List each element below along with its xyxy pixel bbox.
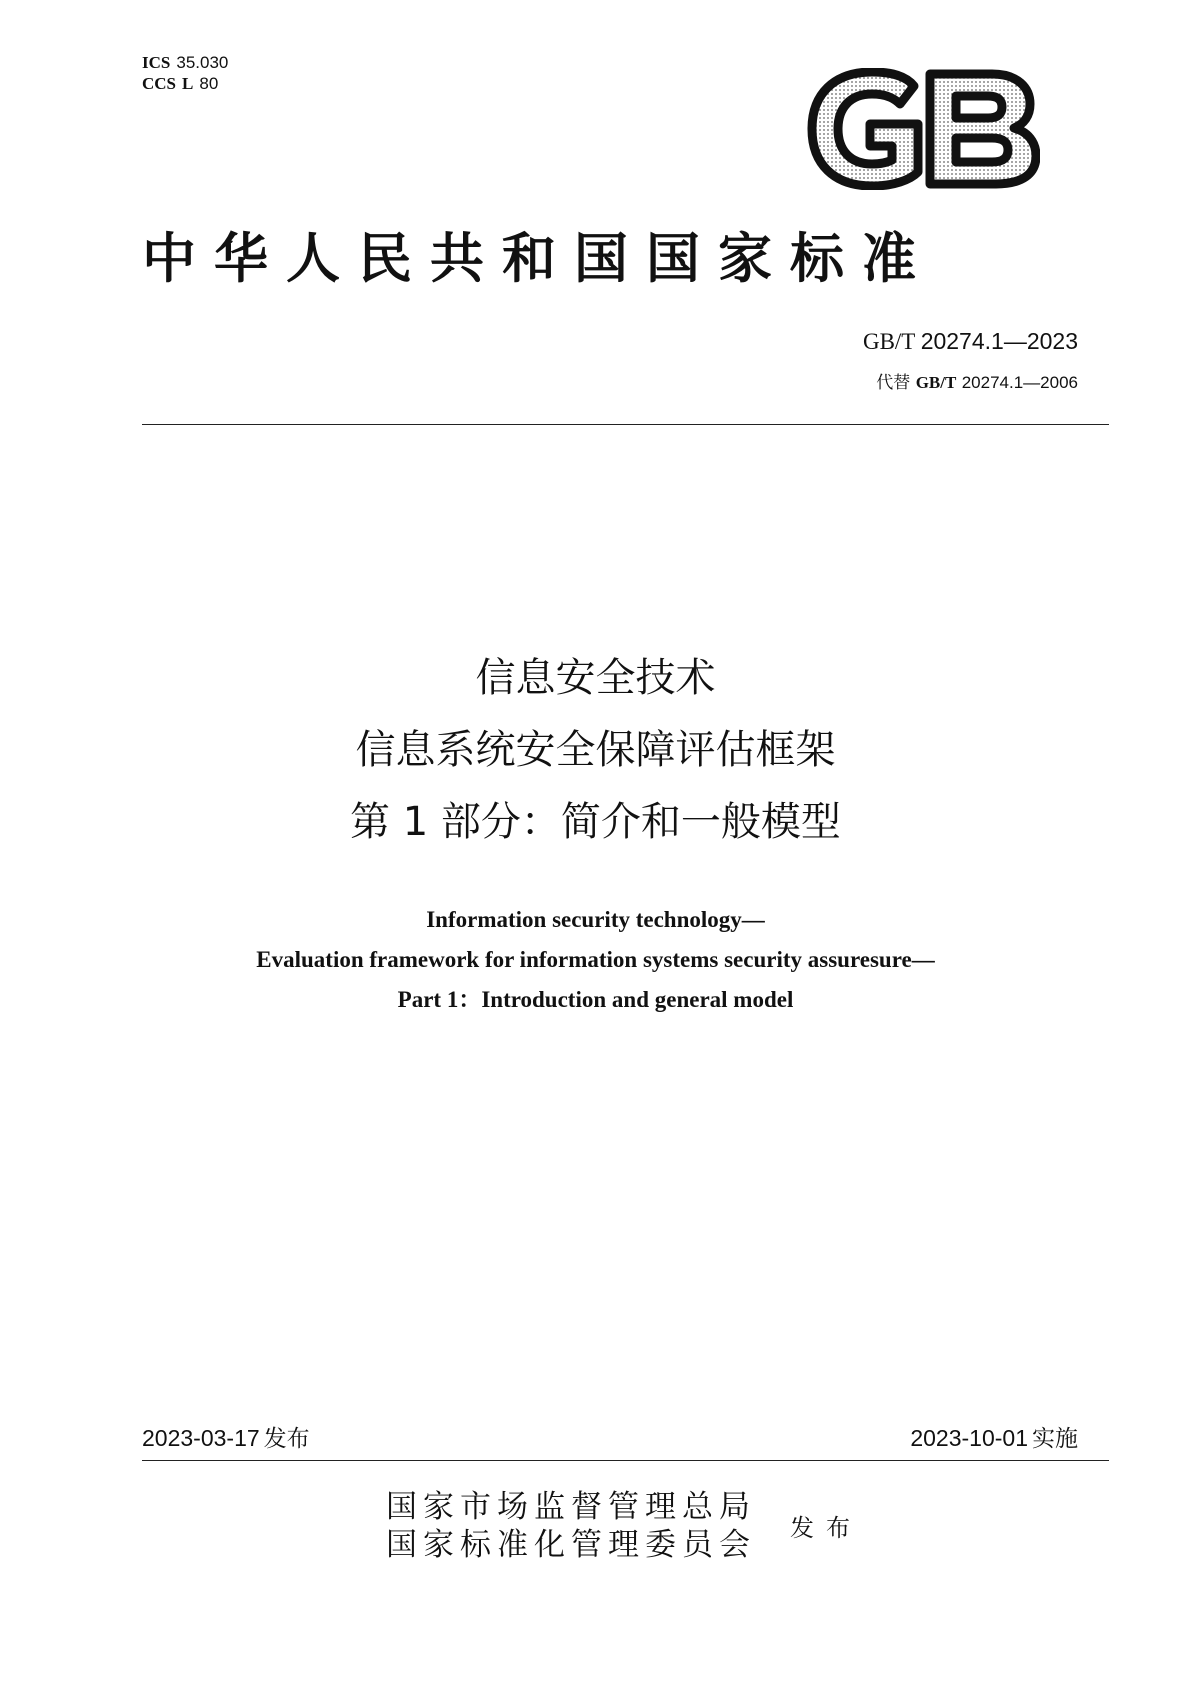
issued-date-value: 2023-03-17 [142, 1425, 260, 1451]
replaces-standard [876, 368, 1078, 393]
issued-date [142, 1420, 310, 1453]
ics-label: ICS [142, 53, 171, 72]
classification-codes [142, 52, 228, 94]
replace-number: 20274.1—2006 [961, 373, 1078, 392]
ccs-letter: L [182, 74, 194, 93]
replace-prefix: GB/T [915, 373, 957, 392]
national-standard-heading: 中华人民共和国国家标准 [142, 226, 934, 290]
title-zh-line1: 信息安全技术 [475, 655, 716, 701]
title-zh-line2: 信息系统安全保障评估框架 [355, 727, 836, 773]
standard-number-value: 20274.1—2023 [920, 328, 1078, 354]
issued-label: 发布 [263, 1426, 310, 1452]
title-zh-line3: 第 1 部分：简介和一般模型 [350, 799, 841, 845]
publish-label: 发布 [790, 1514, 862, 1542]
title-en-line1: Information security technology— [426, 907, 765, 932]
gb-logo-icon [806, 68, 1040, 190]
issuing-organizations [386, 1488, 756, 1564]
implemented-label: 实施 [1032, 1426, 1078, 1452]
standard-prefix: GB/T [862, 329, 915, 354]
bottom-divider [142, 1460, 1109, 1461]
replace-label: 代替 [876, 373, 911, 393]
title-en-line3: Part 1：Introduction and general model [397, 987, 794, 1012]
ics-value: 35.030 [176, 53, 229, 72]
gb-logo-text: GB [806, 68, 808, 69]
ics-code [142, 52, 228, 73]
implemented-date [910, 1420, 1078, 1453]
issuer-samr: 国家市场监督管理总局 [386, 1489, 756, 1525]
implemented-date-value: 2023-10-01 [910, 1425, 1028, 1451]
ccs-label: CCS [142, 74, 177, 93]
title-en-line2: Evaluation framework for information systems security assuresure— [256, 947, 935, 972]
issuer-sac: 国家标准化管理委员会 [386, 1527, 756, 1563]
top-divider [142, 424, 1109, 425]
standard-number [863, 328, 1078, 355]
ccs-code [142, 73, 228, 94]
ccs-value: 80 [199, 74, 219, 93]
